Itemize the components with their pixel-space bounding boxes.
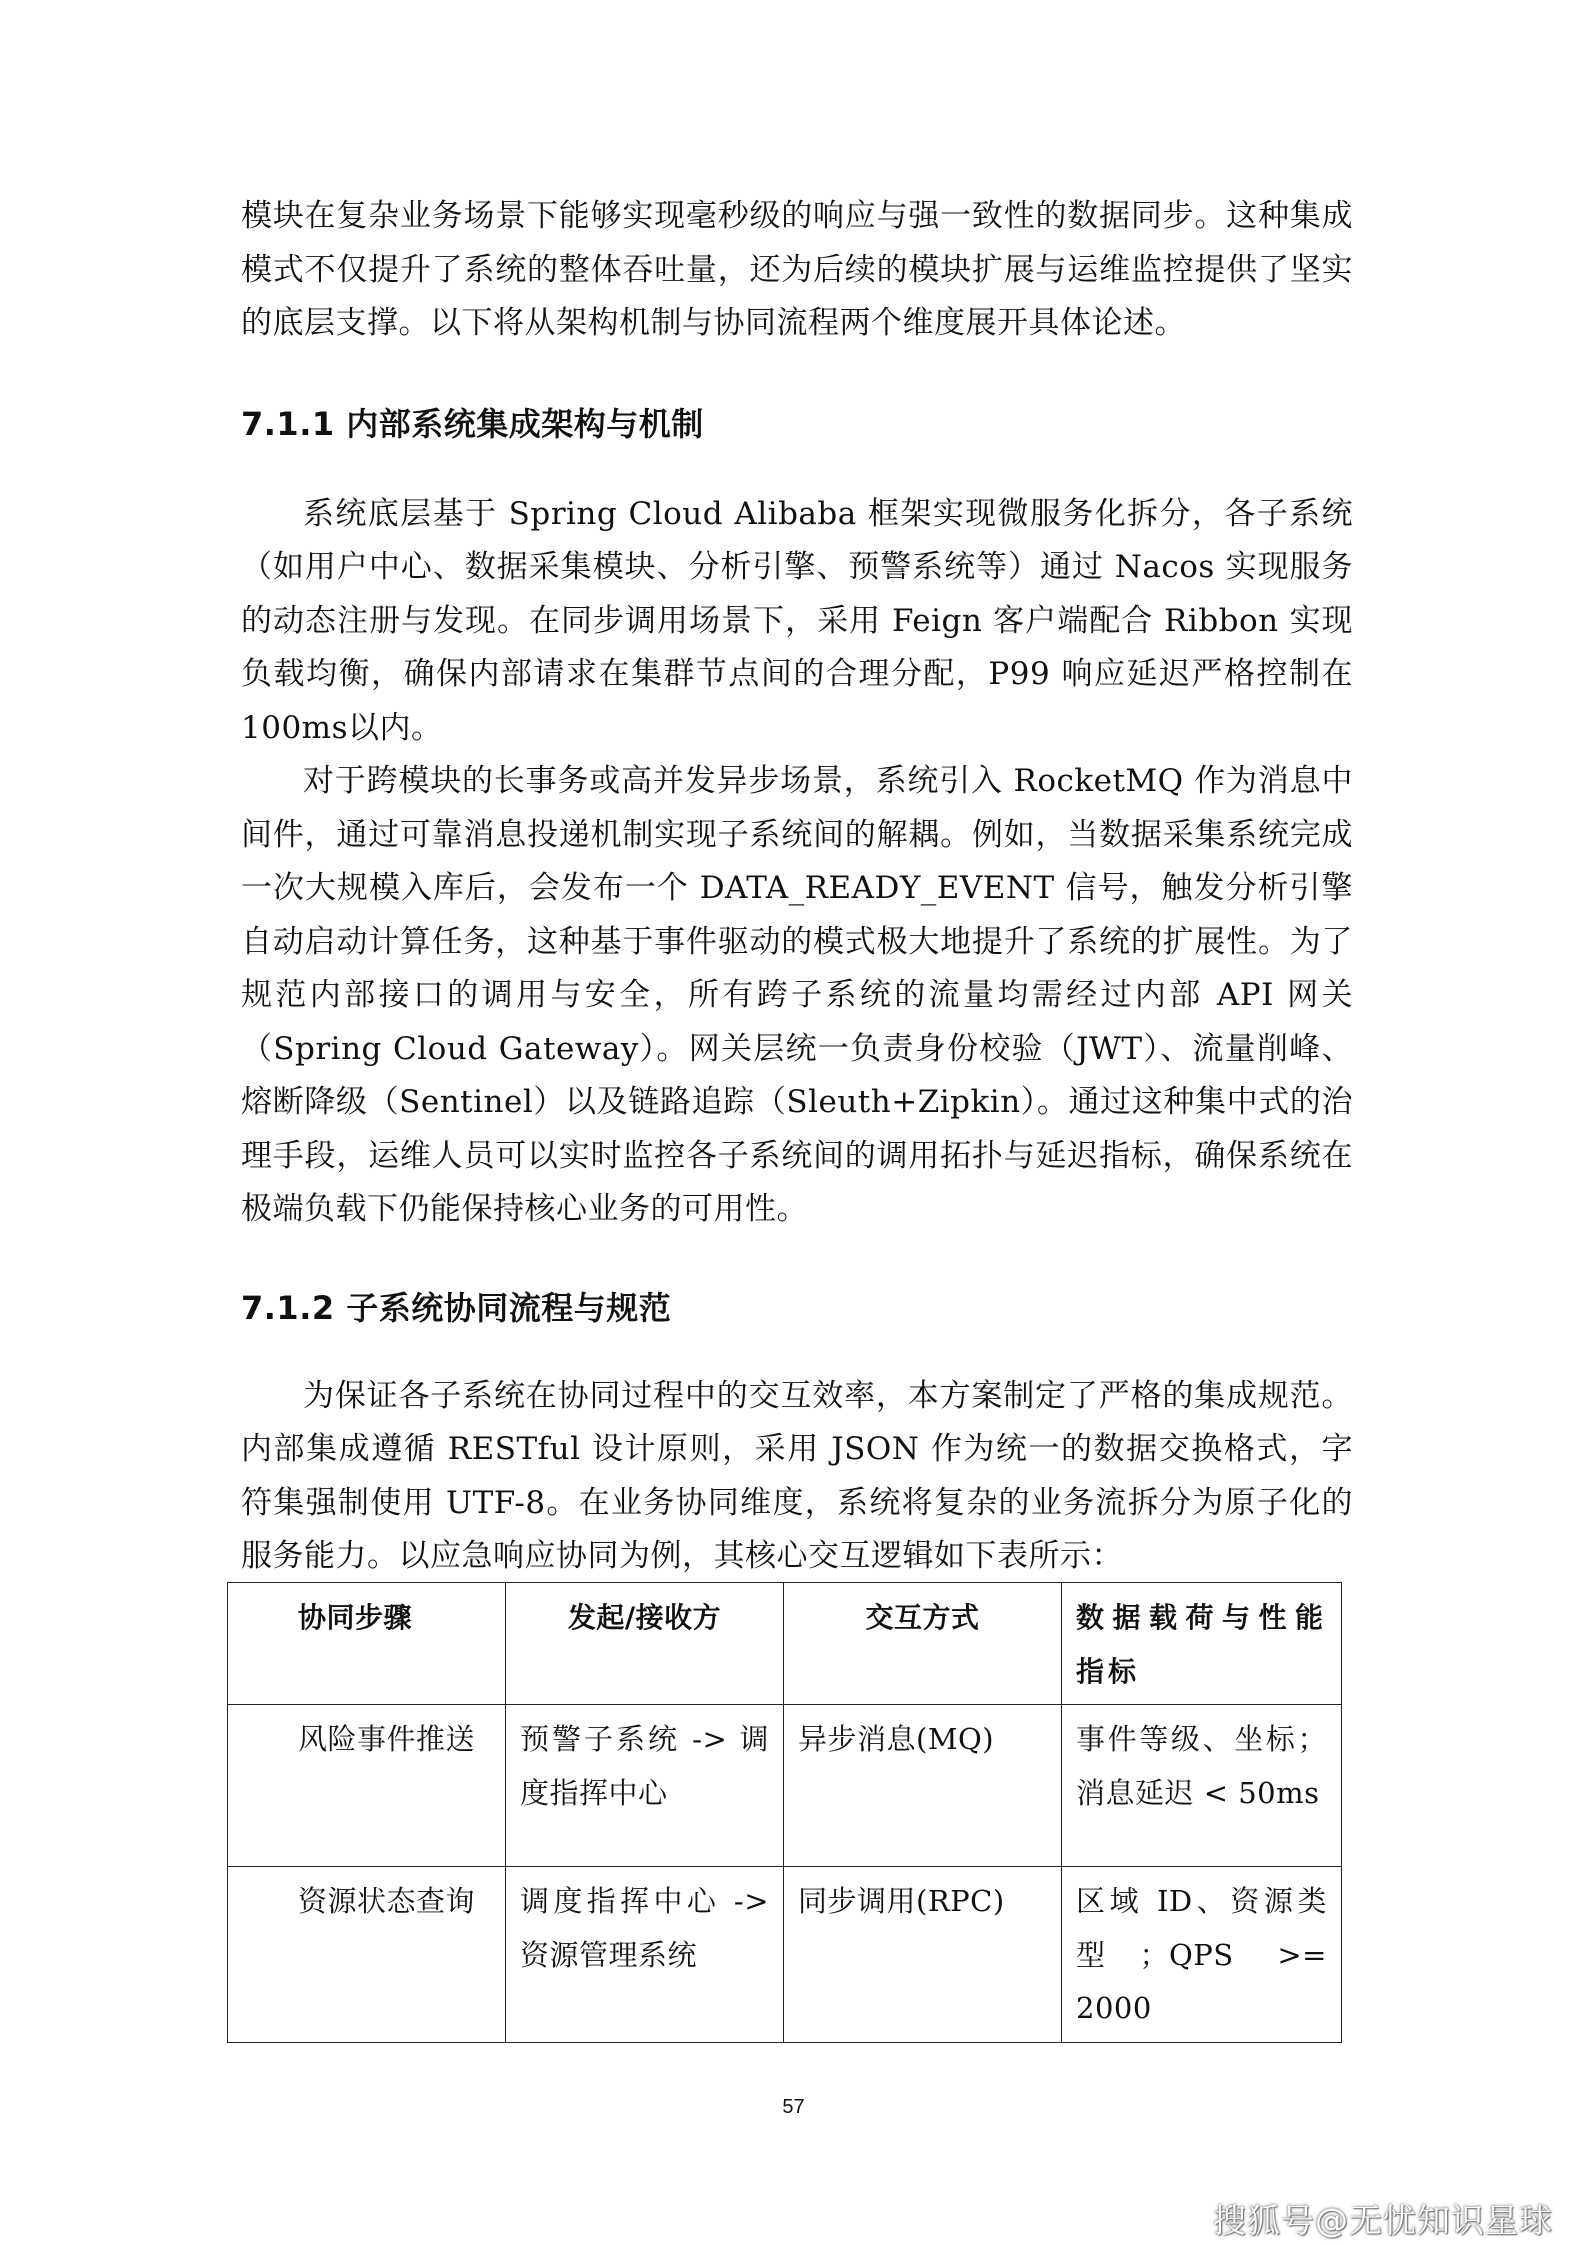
section-7-1-1-paragraph-1: 系统底层基于 Spring Cloud Alibaba 框架实现微服务化拆分，各子系统（如用户中心、数据采集模块、分析引擎、预警系统等）通过 Nacos 实现服务的动态注册与发现。在同步调用场景下，采用 Feign 客户端配合 Ribbon 实现负载均衡，确保内部请求在集群节点间的合理分配，P99 响应延迟严格控制在 100ms以内。 xyxy=(241,495,1353,746)
table-cell: 风险事件推送 xyxy=(228,1705,506,1867)
section-7-1-1-paragraph-2: 对于跨模块的长事务或高并发异步场景，系统引入 RocketMQ 作为消息中间件，通过可靠消息投递机制实现子系统间的解耦。例如，当数据采集系统完成一次大规模入库后，会发布一个 DATA_READY_EVENT 信号，触发分析引擎自动启动计算任务，这种基于事件驱动的模式极大地提升了系统的扩展性。为了规范内部接口的调用与安全，所有跨子系统的流量均需经过内部 API 网关（Spring Cloud Gateway）。网关层统一负责身份校验（JWT）、流量削峰、熔断降级（Sentinel）以及链路追踪（Sleuth+Zipkin）。通过这种集中式的治理手段，运维人员可以实时监控各子系统间的调用拓扑与延迟指标，确保系统在极端负载下仍能保持核心业务的可用性。 xyxy=(241,763,1353,1227)
table-cell: 资源状态查询 xyxy=(228,1867,506,2043)
table-row xyxy=(228,1867,1342,2043)
intro-paragraph: 模块在复杂业务场景下能够实现毫秒级的响应与强一致性的数据同步。这种集成模式不仅提升了系统的整体吞吐量，还为后续的模块扩展与运维监控提供了坚实的底层支撑。以下将从架构机制与协同流程两个维度展开具体论述。 xyxy=(241,198,1353,341)
table-header-row xyxy=(228,1583,1342,1705)
page-number: 57 xyxy=(782,2096,805,2118)
section-7-1-2-paragraph-1: 为保证各子系统在协同过程中的交互效率，本方案制定了严格的集成规范。内部集成遵循 RESTful 设计原则，采用 JSON 作为统一的数据交换格式，字符集强制使用 UTF-8。在业务协同维度，系统将复杂的业务流拆分为原子化的服务能力。以应急响应协同为例，其核心交互逻辑如下表所示： xyxy=(241,1377,1353,1574)
table-cell: 调度指挥中心 -> 资源管理系统 xyxy=(506,1867,784,2043)
section-heading-7-1-1: 7.1.1 内部系统集成架构与机制 xyxy=(241,404,704,443)
coordination-table xyxy=(227,1582,1342,2043)
table-row xyxy=(228,1705,1342,1867)
table-cell: 事件等级、坐标；消息延迟 < 50ms xyxy=(1062,1705,1342,1867)
table-header-cell: 协同步骤 xyxy=(228,1583,506,1705)
table-cell: 同步调用(RPC) xyxy=(784,1867,1062,2043)
section-heading-7-1-2: 7.1.2 子系统协同流程与规范 xyxy=(241,1288,672,1327)
watermark: 搜狐号@无忧知识星球 xyxy=(1213,2201,1553,2240)
table-header-cell: 数据载荷与性能指标 xyxy=(1062,1583,1342,1705)
document-body xyxy=(241,190,1353,1584)
table-cell: 区域 ID、资源类型；QPS >= 2000 xyxy=(1062,1867,1342,2043)
table-header-cell: 发起/接收方 xyxy=(506,1583,784,1705)
table-cell: 预警子系统 -> 调度指挥中心 xyxy=(506,1705,784,1867)
table-header-cell: 交互方式 xyxy=(784,1583,1062,1705)
table-cell: 异步消息(MQ) xyxy=(784,1705,1062,1867)
